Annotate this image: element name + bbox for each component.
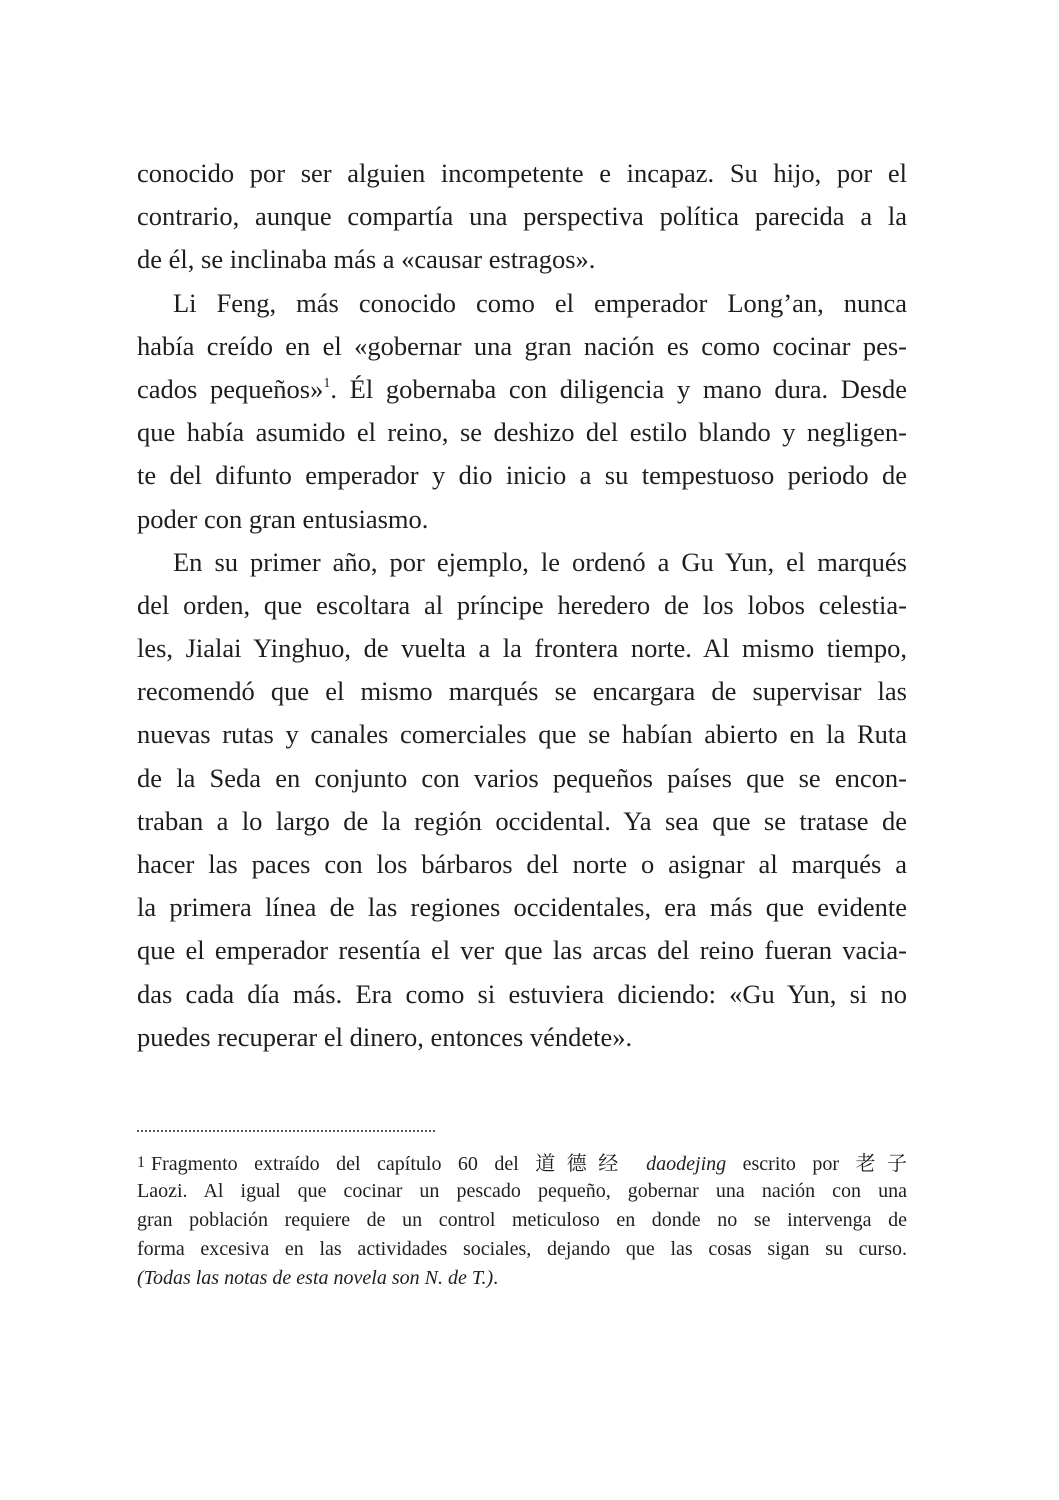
text-line: había creído en el «gobernar una gran nación es como cocinar pes- (137, 330, 907, 361)
text-fragment: . Él gobernaba con diligencia y mano dura. Desde (330, 373, 907, 404)
text-line: nuevas rutas y canales comerciales que se habían abierto en la Ruta (137, 719, 907, 750)
text-line: la primera línea de las regiones occidentales, era más que evidente (137, 892, 907, 923)
footnote-line: forma excesiva en las actividades sociales, dejando que las cosas sigan su curso. (137, 1238, 907, 1260)
text-fragment: Fragmento extraído del capítulo 60 del 道德经 (151, 1153, 647, 1175)
text-line: del orden, que escoltara al príncipe heredero de los lobos celestia- (137, 589, 907, 620)
footnote-line (137, 1148, 907, 1177)
text-line: En su primer año, por ejemplo, le ordenó a Gu Yun, el marqués (173, 546, 907, 577)
translator-note: (Todas las notas de esta novela son N. de T.) (137, 1267, 494, 1289)
paragraph-3 (137, 541, 907, 1059)
text-line: recomendó que el mismo marqués se encargara de supervisar las (137, 676, 907, 707)
text-line: contrario, aunque compartía una perspectiva política parecida a la (137, 201, 907, 232)
footnote-number: 1 (137, 1154, 145, 1171)
paragraph-1 (137, 152, 907, 282)
footnote (137, 1148, 907, 1293)
footnote-reference[interactable]: 1 (323, 375, 331, 391)
text-line: Li Feng, más conocido como el emperador Long’an, nunca (173, 287, 907, 318)
text-line: poder con gran entusiasmo. (137, 503, 429, 534)
text-line: les, Jialai Yinghuo, de vuelta a la frontera norte. Al mismo tiempo, (137, 633, 907, 664)
text-line: que el emperador resentía el ver que las arcas del reino fueran vacia- (137, 935, 907, 966)
text-fragment: . (493, 1267, 499, 1289)
footnote-divider (137, 1130, 435, 1132)
footnote-line: gran población requiere de un control meticuloso en donde no se intervenga de (137, 1209, 907, 1231)
text-line: de la Seda en conjunto con varios pequeños países que se encon- (137, 762, 907, 793)
text-line: conocido por ser alguien incompetente e incapaz. Su hijo, por el (137, 158, 907, 188)
text-line: de él, se inclinaba más a «causar estragos». (137, 244, 596, 275)
footnote-line: Laozi. Al igual que cocinar un pescado pequeño, gobernar una nación con una (137, 1180, 907, 1202)
text-line: traban a lo largo de la región occidental. Ya sea que se tratase de (137, 805, 907, 836)
body-text (137, 152, 907, 1059)
text-fragment: escrito por 老子 (726, 1153, 907, 1175)
footnote-line (137, 1264, 907, 1293)
text-line: te del difunto emperador y dio inicio a su tempestuoso periodo de (137, 460, 907, 491)
text-line: hacer las paces con los bárbaros del norte o asignar al marqués a (137, 849, 907, 879)
text-line: que había asumido el reino, se deshizo del estilo blando y negligen- (137, 417, 907, 448)
text-line: puedes recuperar el dinero, entonces véndete». (137, 1021, 633, 1052)
paragraph-2 (137, 282, 907, 541)
text-line: das cada día más. Era como si estuviera diciendo: «Gu Yun, si no (137, 978, 907, 1009)
text-fragment: cados pequeños» (137, 373, 324, 404)
text-line (137, 368, 907, 411)
italic-term: daodejing (646, 1153, 727, 1175)
